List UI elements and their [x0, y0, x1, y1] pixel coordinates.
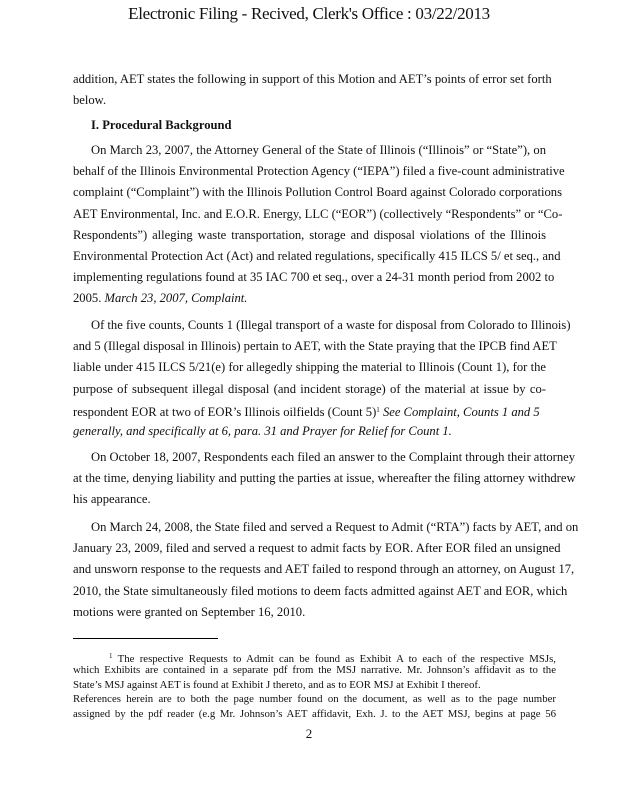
- text-line: 2010, the State simultaneously filed motions to deem facts admitted against AET and EOR, which: [73, 583, 568, 598]
- citation: See Complaint, Counts 1 and 5: [382, 404, 540, 419]
- text-line: purpose of subsequent illegal disposal (and incident storage) of the material at issue by co-: [73, 381, 546, 396]
- text-line: liable under 415 ILCS 5/21(e) for allegedly shipping the material to Illinois (Count 1), for the: [73, 360, 546, 375]
- text-line: and unsworn response to the requests and AET failed to respond through an attorney, on August 17,: [73, 562, 575, 577]
- text-line: assigned by the pdf reader (e.g Mr. Johnson’s AET affidavit, Exh. J. to the AET MSJ, begins at page 56: [73, 707, 556, 720]
- text-line: and 5 (Illegal disposal in Illinois) pertain to AET, with the State praying that the IPCB find AET: [73, 339, 557, 354]
- text-line: [73, 421, 546, 442]
- page-number: 2: [305, 726, 313, 741]
- text-line: References herein are to both the page number found on the document, as well as to the page number: [73, 693, 556, 706]
- text-line: State’s MSJ against AET is found at Exhibit J thereto, and as to EOR MSJ at Exhibit I thereof.: [73, 678, 481, 691]
- text-line: On March 23, 2007, the Attorney General of the State of Illinois (“Illinois” or “State”), on: [91, 143, 546, 157]
- text-line: On October 18, 2007, Respondents each filed an answer to the Complaint through their attorney: [91, 450, 576, 464]
- text-line: motions were granted on September 16, 2010.: [73, 604, 306, 619]
- text-line: [73, 400, 546, 421]
- text-line: complaint (“Complaint”) with the Illinois Pollution Control Board against Colorado corporations: [73, 185, 562, 200]
- text-span: 2005.: [73, 291, 105, 306]
- paragraph-1: [73, 140, 565, 310]
- citation: generally, and specifically at 6, para. 31 and Prayer for Relief for Count 1.: [73, 423, 452, 438]
- text-line: below.: [73, 93, 107, 108]
- section-heading-text: I. Procedural Background: [91, 118, 232, 132]
- footnote-divider: [73, 638, 218, 639]
- footnote-mark: 1: [109, 652, 113, 660]
- paragraph-3: [73, 447, 576, 511]
- citation: March 23, 2007, Complaint.: [104, 291, 248, 306]
- text-line: On March 24, 2008, the State filed and served a Request to Admit (“RTA”) facts by AET, and on: [91, 520, 579, 534]
- paragraph-4: [73, 517, 579, 623]
- text-line: January 23, 2009, filed and served a request to admit facts by EOR. After EOR filed an unsigned: [73, 541, 561, 556]
- text-span: respondent EOR at two of EOR’s Illinois oilfields (Count 5): [73, 404, 377, 419]
- text-line: AET Environmental, Inc. and E.O.R. Energy, LLC (“EOR”) (collectively “Respondents” or “Co-: [73, 206, 563, 221]
- text-line: addition, AET states the following in support of this Motion and AET’s points of error set forth: [73, 72, 552, 86]
- text-line: Respondents”) alleging waste transportation, storage and disposal violations of the Illinois: [73, 227, 546, 242]
- filing-stamp-header: Electronic Filing - Recived, Clerk's Office : 03/22/2013: [128, 4, 490, 23]
- text-line: Environmental Protection Act (Act) and related regulations, specifically 415 ILCS 5/ et seq., and: [73, 248, 561, 263]
- section-heading: [73, 115, 546, 136]
- text-line: [73, 288, 546, 309]
- footnote-ref[interactable]: 1: [376, 405, 380, 414]
- text-line: his appearance.: [73, 492, 151, 507]
- intro-paragraph: [73, 69, 552, 111]
- text-line: behalf of the Illinois Environmental Protection Agency (“IEPA”) filed a five-count administrative: [73, 164, 565, 179]
- text-line: implementing regulations found at 35 IAC 700 et seq., over a 24-31 month period from 2002 to: [73, 270, 555, 285]
- text-line: which Exhibits are contained in a separate pdf from the MSJ narrative. Mr. Johnson’s affidavit as to the: [73, 664, 556, 677]
- text-line: at the time, denying liability and putting the parties at issue, whereafter the filing attorney withdrew: [73, 471, 576, 486]
- paragraph-2: [73, 315, 571, 442]
- text-line: Of the five counts, Counts 1 (Illegal transport of a waste for disposal from Colorado to Illinois): [91, 318, 571, 332]
- footnote: [73, 649, 556, 721]
- text-span: The respective Requests to Admit can be found as Exhibit A to each of the respective MSJs,: [117, 653, 556, 665]
- text-line: [73, 649, 556, 663]
